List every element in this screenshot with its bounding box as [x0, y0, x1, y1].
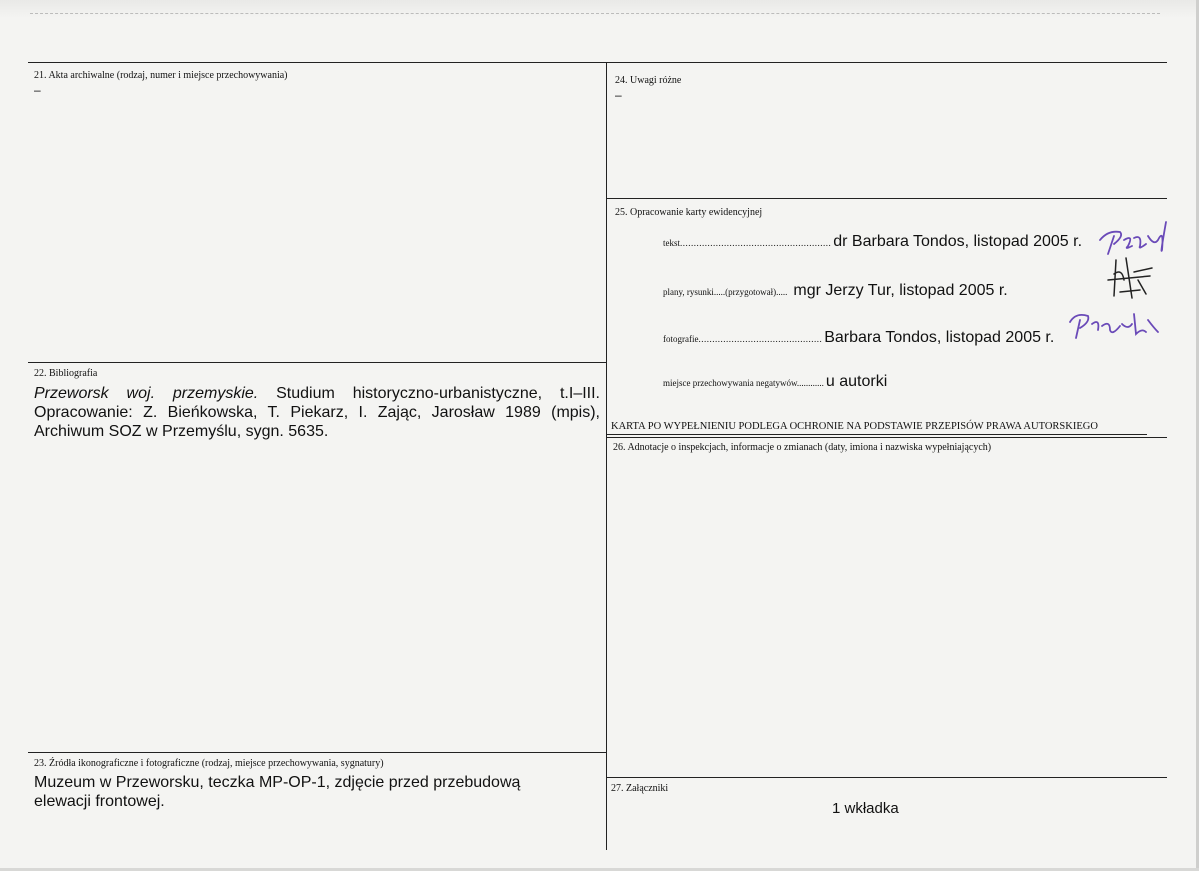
center-divider: [606, 62, 607, 850]
copyright-notice: KARTA PO WYPEŁNIENIU PODLEGA OCHRONIE NA PODSTAWIE PRZEPISÓW PRAWA AUTORSKIEGO: [611, 421, 1098, 432]
section-21-title: 21. Akta archiwalne (rodzaj, numer i miejsce przechowywania): [34, 70, 288, 81]
foto-label: fotografie: [663, 334, 699, 344]
rule-25-26: [606, 437, 1167, 438]
bibliography-details: Studium historyczno-urbanistyczne, t.I–III. Opracowanie: Z. Bieńkowska, T. Piekarz, I. Zając, Jarosław 1989 (mpis), Archiwum SOZ w Przemyślu, sygn. 5635.: [34, 385, 601, 440]
tekst-dots: .......................................................: [680, 238, 832, 248]
section-24-value: –: [615, 88, 622, 102]
scan-dashed-line: [30, 13, 1160, 14]
entry-negatywy: [663, 373, 887, 391]
tekst-label: tekst: [663, 238, 680, 248]
entry-fotografie: [663, 329, 1054, 347]
section-22-value: [34, 384, 600, 441]
neg-label: miejsce przechowywania negatywów............: [663, 378, 824, 388]
section-25-title: 25. Opracowanie karty ewidencyjnej: [615, 207, 763, 218]
top-rule: [28, 62, 1167, 63]
scan-top-edge: [0, 0, 1199, 18]
signature-tondos-2: [1066, 302, 1164, 346]
section-26-title: 26. Adnotacje o inspekcjach, informacje o zmianach (daty, imiona i nazwiska wypełniających): [613, 442, 992, 453]
plany-value: mgr Jerzy Tur, listopad 2005 r.: [793, 282, 1008, 299]
rule-notice-top: [606, 434, 1147, 435]
section-23-value: Muzeum w Przeworsku, teczka MP-OP-1, zdjęcie przed przebudową elewacji frontowej.: [34, 774, 521, 810]
bibliography-italic-title: Przeworsk woj. przemyskie.: [34, 385, 259, 402]
tekst-value: dr Barbara Tondos, listopad 2005 r.: [833, 233, 1083, 250]
plany-label: plany, rysunki.....(przygotował).....: [663, 287, 788, 297]
section-27-value: 1 wkładka: [832, 800, 899, 817]
rule-21-22: [28, 362, 606, 363]
rule-22-23: [28, 752, 606, 753]
foto-value: Barbara Tondos, listopad 2005 r.: [824, 329, 1055, 346]
entry-tekst: [663, 233, 1082, 251]
section-23-title: 23. Źródła ikonograficzne i fotograficzne (rodzaj, miejsce przechowywania, sygnatury): [34, 758, 384, 769]
section-22-title: 22. Bibliografia: [34, 368, 98, 379]
entry-plany: [663, 282, 1008, 300]
signature-tur: [1098, 250, 1158, 302]
neg-value: u autorki: [825, 373, 888, 390]
foto-dots: .............................................: [698, 334, 823, 344]
section-21-value: –: [34, 83, 41, 97]
rule-24-25: [606, 198, 1167, 199]
rule-26-27: [606, 777, 1167, 778]
section-24-title: 24. Uwagi różne: [615, 75, 682, 86]
section-27-title: 27. Załączniki: [611, 783, 669, 794]
